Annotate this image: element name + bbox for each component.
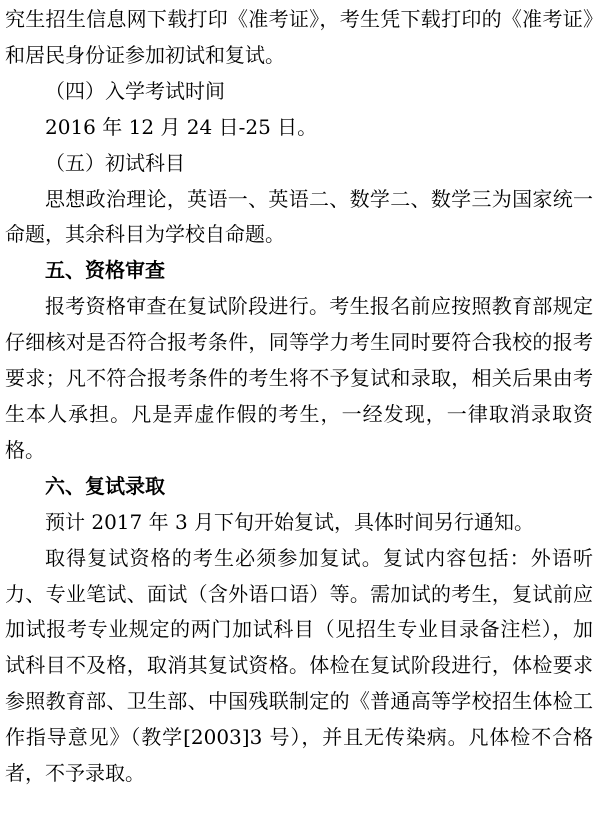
section-heading-retest-admission: 六、复试录取 bbox=[45, 473, 165, 498]
paragraph-exam-date: 2016 年 12 月 24 日-25 日。 bbox=[45, 114, 318, 139]
paragraph-retest-requirements: 取得复试资格的考生必须参加复试。复试内容包括：外语听力、专业笔试、面试（含外语口语）等。需加试的考生，复试前应加试报考专业规定的两门加试科目（见招生专业目录备注栏），加试科目不及格，取消其复试资格。体检在复试阶段进行，体检要求参照教育部、卫生部、中国残联制定的《普通高等学校招生体检工作指导意见》（教学[2003]3 号），并且无传染病。凡体检不合格者，不予录取。 bbox=[5, 545, 593, 786]
subheading-exam-time: （四）入学考试时间 bbox=[45, 78, 225, 103]
section-heading-qualification-review: 五、资格审查 bbox=[45, 258, 165, 283]
paragraph-preliminary-subjects: 思想政治理论，英语一、英语二、数学二、数学三为国家统一命题，其余科目为学校自命题。 bbox=[5, 186, 593, 247]
paragraph-continued-admission-ticket: 究生招生信息网下载打印《准考证》，考生凭下载打印的《准考证》和居民身份证参加初试和复试。 bbox=[5, 7, 593, 67]
paragraph-retest-schedule: 预计 2017 年 3 月下旬开始复试，具体时间另行通知。 bbox=[45, 509, 535, 534]
paragraph-qualification-review: 报考资格审查在复试阶段进行。考生报名前应按照教育部规定仔细核对是否符合报考条件，同等学力考生同时要符合我校的报考要求；凡不符合报考条件的考生将不予复试和录取，相关后果由考生本人承担。凡是弄虚作假的考生，一经发现，一律取消录取资格。 bbox=[5, 294, 593, 462]
subheading-preliminary-subjects: （五）初试科目 bbox=[45, 150, 185, 175]
